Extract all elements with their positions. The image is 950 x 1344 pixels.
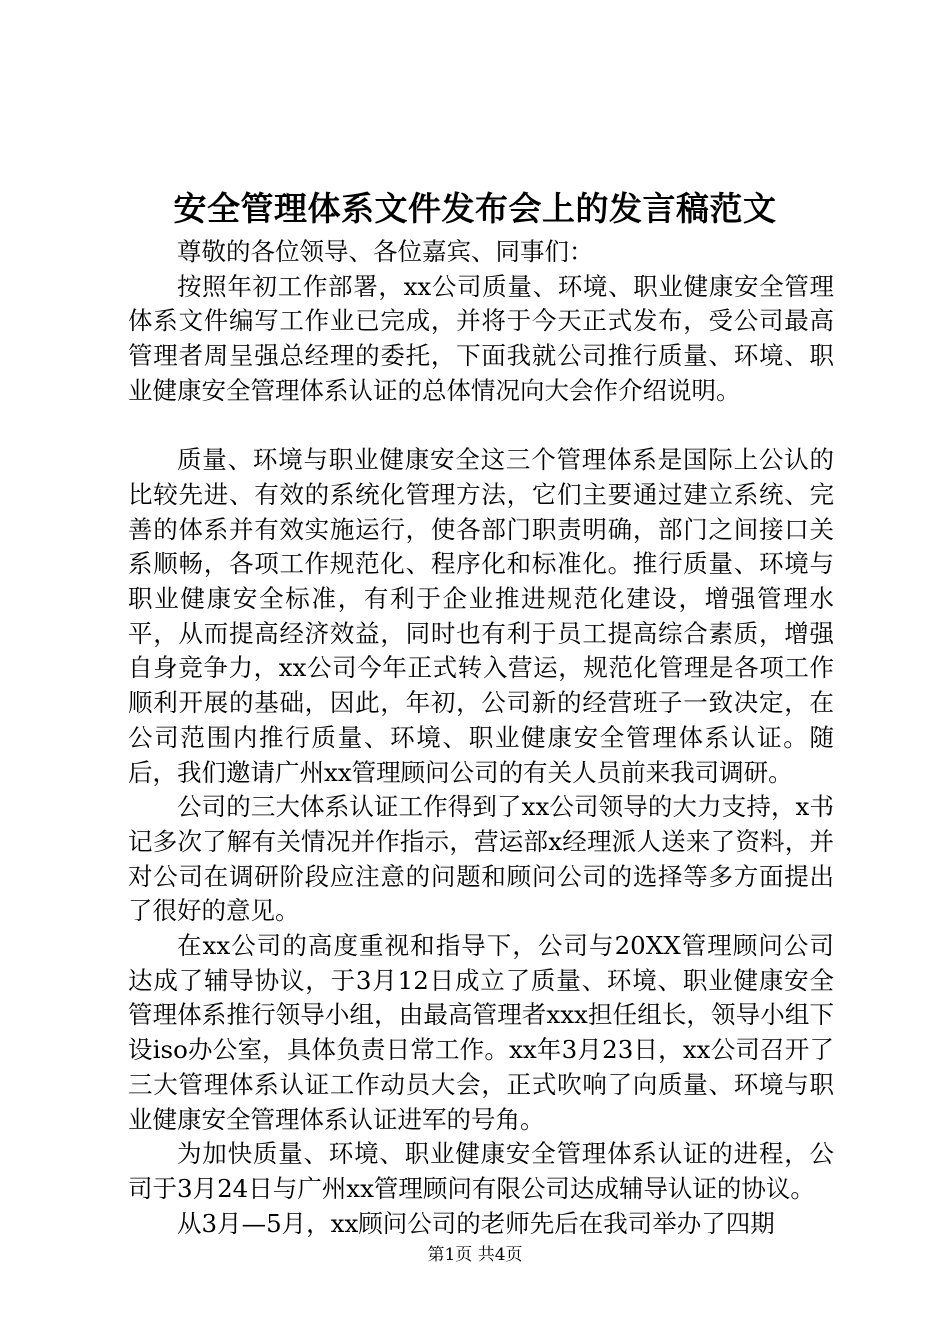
- page-number-footer: 第1页 共4页: [427, 1245, 523, 1265]
- body-paragraph: 公司的三大体系认证工作得到了xx公司领导的大力支持，x书记多次了解有关情况并作指示，营运部x经理派人送来了资料，并对公司在调研阶段应注意的问题和顾问公司的选择等多方面提出了很好的意见。: [128, 792, 834, 926]
- body-paragraph: 按照年初工作部署，xx公司质量、环境、职业健康安全管理体系文件编写工作业已完成，并将于今天正式发布，受公司最高管理者周呈强总经理的委托，下面我就公司推行质量、环境、职业健康安全管理体系认证的总体情况向大会作介绍说明。: [128, 271, 834, 405]
- body-paragraph: 在xx公司的高度重视和指导下，公司与20XX管理顾问公司达成了辅导协议，于3月12日成立了质量、环境、职业健康安全管理体系推行领导小组，由最高管理者xxx担任组长，领导小组下设iso办公室，具体负责日常工作。xx年3月23日，xx公司召开了三大管理体系认证工作动员大会，正式吹响了向质量、环境与职业健康安全管理体系认证进军的号角。: [128, 931, 834, 1134]
- body-paragraph: 从3月—5月，xx顾问公司的老师先后在我司举办了四期: [177, 1208, 775, 1238]
- body-paragraph: 为加快质量、环境、职业健康安全管理体系认证的进程，公司于3月24日与广州xx管理顾问有限公司达成辅导认证的协议。: [128, 1139, 834, 1203]
- body-paragraph: 质量、环境与职业健康安全这三个管理体系是国际上公认的比较先进、有效的系统化管理方法，它们主要通过建立系统、完善的体系并有效实施运行，使各部门职责明确，部门之间接口关系顺畅，各项工作规范化、程序化和标准化。推行质量、环境与职业健康安全标准，有利于企业推进规范化建设，增强管理水平，从而提高经济效益，同时也有利于员工提高综合素质，增强自身竞争力，xx公司今年正式转入营运，规范化管理是各项工作顺利开展的基础，因此，年初，公司新的经营班子一致决定，在公司范围内推行质量、环境、职业健康安全管理体系认证。随后，我们邀请广州xx管理顾问公司的有关人员前来我司调研。: [128, 445, 834, 787]
- salutation-paragraph: 尊敬的各位领导、各位嘉宾、同事们：: [177, 237, 594, 266]
- document-title: 安全管理体系文件发布会上的发言稿范文: [173, 189, 777, 228]
- document-body: [128, 235, 834, 1241]
